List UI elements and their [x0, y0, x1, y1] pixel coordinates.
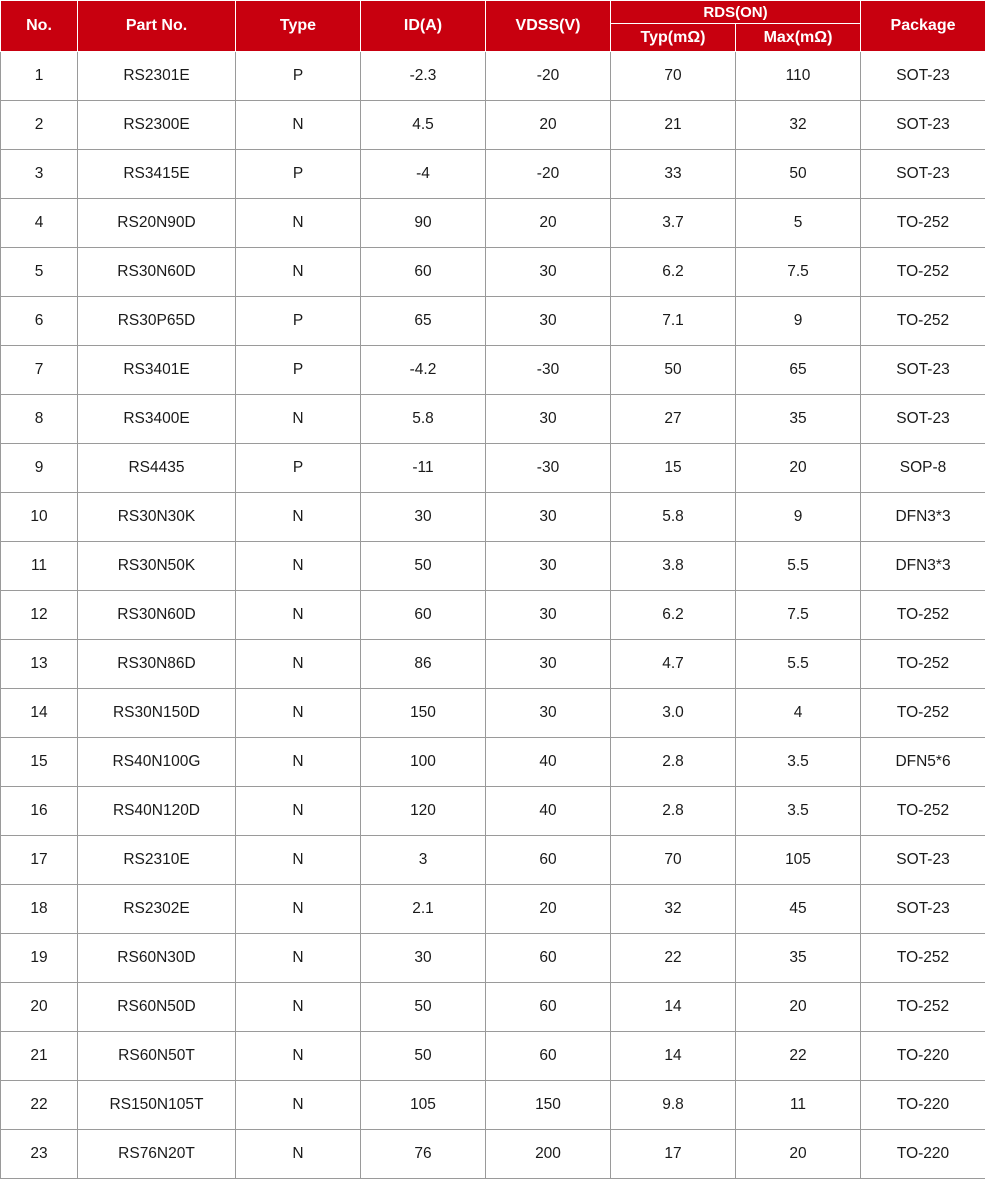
cell-rds-typ: 32: [611, 885, 736, 934]
cell-vdss: 30: [486, 591, 611, 640]
cell-package: SOT-23: [861, 346, 985, 395]
cell-vdss: 40: [486, 787, 611, 836]
table-row: [1, 1081, 985, 1130]
cell-no: 18: [1, 885, 78, 934]
header-package: Package: [861, 1, 985, 52]
cell-rds-max: 105: [736, 836, 861, 885]
cell-vdss: 30: [486, 493, 611, 542]
cell-package: TO-220: [861, 1032, 985, 1081]
cell-rds-max: 4: [736, 689, 861, 738]
cell-package: TO-220: [861, 1130, 985, 1179]
header-rds-max: Max(mΩ): [736, 24, 861, 52]
header-no: No.: [1, 1, 78, 52]
cell-type: P: [236, 444, 361, 493]
cell-package: DFN5*6: [861, 738, 985, 787]
cell-rds-typ: 4.7: [611, 640, 736, 689]
table-row: [1, 542, 985, 591]
table-row: [1, 346, 985, 395]
table-row: [1, 493, 985, 542]
cell-package: TO-252: [861, 787, 985, 836]
cell-package: TO-252: [861, 689, 985, 738]
cell-vdss: 30: [486, 542, 611, 591]
cell-part-no: RS60N50D: [78, 983, 236, 1032]
cell-id: -4: [361, 150, 486, 199]
cell-id: 30: [361, 493, 486, 542]
header-vdss: VDSS(V): [486, 1, 611, 52]
cell-no: 3: [1, 150, 78, 199]
cell-type: N: [236, 885, 361, 934]
cell-type: N: [236, 542, 361, 591]
cell-no: 19: [1, 934, 78, 983]
cell-rds-max: 3.5: [736, 787, 861, 836]
cell-id: 3: [361, 836, 486, 885]
cell-rds-max: 35: [736, 934, 861, 983]
cell-no: 17: [1, 836, 78, 885]
cell-no: 1: [1, 52, 78, 101]
cell-package: TO-252: [861, 248, 985, 297]
cell-type: P: [236, 297, 361, 346]
cell-vdss: 60: [486, 934, 611, 983]
cell-rds-typ: 5.8: [611, 493, 736, 542]
cell-type: N: [236, 640, 361, 689]
cell-vdss: 20: [486, 199, 611, 248]
cell-type: N: [236, 493, 361, 542]
cell-no: 14: [1, 689, 78, 738]
cell-id: 120: [361, 787, 486, 836]
cell-part-no: RS30N50K: [78, 542, 236, 591]
cell-rds-max: 32: [736, 101, 861, 150]
table-row: [1, 52, 985, 101]
cell-rds-max: 5: [736, 199, 861, 248]
cell-id: -11: [361, 444, 486, 493]
cell-rds-typ: 3.0: [611, 689, 736, 738]
cell-package: DFN3*3: [861, 542, 985, 591]
cell-no: 20: [1, 983, 78, 1032]
cell-id: 30: [361, 934, 486, 983]
cell-rds-typ: 17: [611, 1130, 736, 1179]
cell-rds-max: 20: [736, 444, 861, 493]
cell-type: N: [236, 738, 361, 787]
cell-rds-max: 65: [736, 346, 861, 395]
table-body: [1, 52, 985, 1179]
cell-rds-typ: 70: [611, 836, 736, 885]
cell-rds-max: 11: [736, 1081, 861, 1130]
cell-part-no: RS3401E: [78, 346, 236, 395]
cell-vdss: -20: [486, 150, 611, 199]
table-row: [1, 297, 985, 346]
cell-id: -2.3: [361, 52, 486, 101]
cell-package: SOT-23: [861, 101, 985, 150]
cell-type: N: [236, 934, 361, 983]
cell-no: 22: [1, 1081, 78, 1130]
cell-type: N: [236, 1081, 361, 1130]
cell-rds-typ: 14: [611, 983, 736, 1032]
table-row: [1, 395, 985, 444]
cell-package: SOT-23: [861, 150, 985, 199]
cell-rds-typ: 3.8: [611, 542, 736, 591]
cell-rds-typ: 27: [611, 395, 736, 444]
cell-vdss: 60: [486, 1032, 611, 1081]
cell-rds-max: 50: [736, 150, 861, 199]
cell-type: N: [236, 591, 361, 640]
cell-part-no: RS30P65D: [78, 297, 236, 346]
cell-type: N: [236, 787, 361, 836]
cell-type: P: [236, 346, 361, 395]
cell-part-no: RS30N86D: [78, 640, 236, 689]
cell-part-no: RS4435: [78, 444, 236, 493]
header-rds-on: RDS(ON): [611, 1, 861, 24]
table-row: [1, 738, 985, 787]
cell-id: 50: [361, 983, 486, 1032]
header-id: ID(A): [361, 1, 486, 52]
header-part-no: Part No.: [78, 1, 236, 52]
cell-part-no: RS60N50T: [78, 1032, 236, 1081]
cell-id: 65: [361, 297, 486, 346]
cell-rds-max: 9: [736, 493, 861, 542]
cell-id: 4.5: [361, 101, 486, 150]
cell-vdss: 60: [486, 983, 611, 1032]
cell-package: SOT-23: [861, 395, 985, 444]
cell-type: P: [236, 52, 361, 101]
cell-vdss: 40: [486, 738, 611, 787]
cell-part-no: RS3415E: [78, 150, 236, 199]
cell-rds-max: 9: [736, 297, 861, 346]
cell-vdss: 30: [486, 248, 611, 297]
table-row: [1, 101, 985, 150]
cell-type: N: [236, 836, 361, 885]
table-row: [1, 444, 985, 493]
cell-vdss: -30: [486, 346, 611, 395]
cell-no: 2: [1, 101, 78, 150]
cell-package: SOT-23: [861, 885, 985, 934]
cell-rds-typ: 2.8: [611, 738, 736, 787]
cell-rds-typ: 2.8: [611, 787, 736, 836]
cell-rds-typ: 50: [611, 346, 736, 395]
cell-package: SOT-23: [861, 52, 985, 101]
cell-package: SOP-8: [861, 444, 985, 493]
cell-rds-typ: 6.2: [611, 248, 736, 297]
cell-no: 5: [1, 248, 78, 297]
cell-no: 15: [1, 738, 78, 787]
cell-id: 60: [361, 591, 486, 640]
table-row: [1, 983, 985, 1032]
cell-rds-max: 3.5: [736, 738, 861, 787]
cell-type: N: [236, 395, 361, 444]
cell-rds-max: 5.5: [736, 640, 861, 689]
cell-no: 4: [1, 199, 78, 248]
cell-package: TO-252: [861, 591, 985, 640]
table-row: [1, 1130, 985, 1179]
table-row: [1, 934, 985, 983]
cell-rds-typ: 9.8: [611, 1081, 736, 1130]
table-row: [1, 248, 985, 297]
header-type: Type: [236, 1, 361, 52]
cell-id: -4.2: [361, 346, 486, 395]
cell-vdss: -30: [486, 444, 611, 493]
cell-package: TO-220: [861, 1081, 985, 1130]
cell-id: 50: [361, 1032, 486, 1081]
cell-vdss: 30: [486, 640, 611, 689]
table-row: [1, 1032, 985, 1081]
cell-vdss: 30: [486, 297, 611, 346]
cell-rds-max: 110: [736, 52, 861, 101]
cell-no: 16: [1, 787, 78, 836]
cell-no: 11: [1, 542, 78, 591]
header-rds-typ: Typ(mΩ): [611, 24, 736, 52]
cell-id: 100: [361, 738, 486, 787]
cell-vdss: -20: [486, 52, 611, 101]
cell-part-no: RS150N105T: [78, 1081, 236, 1130]
cell-rds-typ: 22: [611, 934, 736, 983]
cell-no: 8: [1, 395, 78, 444]
cell-vdss: 30: [486, 395, 611, 444]
cell-type: N: [236, 689, 361, 738]
cell-rds-max: 7.5: [736, 248, 861, 297]
cell-package: SOT-23: [861, 836, 985, 885]
cell-vdss: 30: [486, 689, 611, 738]
cell-no: 21: [1, 1032, 78, 1081]
cell-rds-typ: 14: [611, 1032, 736, 1081]
cell-part-no: RS60N30D: [78, 934, 236, 983]
cell-no: 10: [1, 493, 78, 542]
cell-rds-typ: 6.2: [611, 591, 736, 640]
cell-vdss: 20: [486, 101, 611, 150]
cell-part-no: RS40N100G: [78, 738, 236, 787]
cell-vdss: 200: [486, 1130, 611, 1179]
cell-id: 76: [361, 1130, 486, 1179]
cell-id: 105: [361, 1081, 486, 1130]
cell-rds-typ: 7.1: [611, 297, 736, 346]
cell-package: DFN3*3: [861, 493, 985, 542]
cell-rds-typ: 33: [611, 150, 736, 199]
cell-package: TO-252: [861, 934, 985, 983]
table-row: [1, 199, 985, 248]
cell-type: N: [236, 199, 361, 248]
table-row: [1, 885, 985, 934]
cell-no: 13: [1, 640, 78, 689]
cell-id: 5.8: [361, 395, 486, 444]
cell-rds-max: 22: [736, 1032, 861, 1081]
cell-id: 60: [361, 248, 486, 297]
cell-part-no: RS2302E: [78, 885, 236, 934]
cell-rds-max: 35: [736, 395, 861, 444]
cell-type: N: [236, 1032, 361, 1081]
cell-vdss: 150: [486, 1081, 611, 1130]
cell-package: TO-252: [861, 297, 985, 346]
cell-part-no: RS30N150D: [78, 689, 236, 738]
cell-vdss: 60: [486, 836, 611, 885]
cell-part-no: RS76N20T: [78, 1130, 236, 1179]
cell-rds-max: 20: [736, 1130, 861, 1179]
cell-part-no: RS2300E: [78, 101, 236, 150]
cell-type: P: [236, 150, 361, 199]
cell-rds-typ: 70: [611, 52, 736, 101]
cell-no: 6: [1, 297, 78, 346]
cell-rds-typ: 15: [611, 444, 736, 493]
cell-part-no: RS30N60D: [78, 591, 236, 640]
table-row: [1, 787, 985, 836]
cell-rds-max: 20: [736, 983, 861, 1032]
table-row: [1, 689, 985, 738]
cell-no: 23: [1, 1130, 78, 1179]
cell-no: 9: [1, 444, 78, 493]
cell-id: 2.1: [361, 885, 486, 934]
cell-part-no: RS40N120D: [78, 787, 236, 836]
table-row: [1, 150, 985, 199]
cell-rds-typ: 3.7: [611, 199, 736, 248]
cell-id: 86: [361, 640, 486, 689]
cell-no: 12: [1, 591, 78, 640]
table-header: [1, 1, 985, 52]
cell-id: 50: [361, 542, 486, 591]
table-row: [1, 640, 985, 689]
cell-type: N: [236, 1130, 361, 1179]
cell-type: N: [236, 248, 361, 297]
cell-id: 90: [361, 199, 486, 248]
cell-rds-max: 45: [736, 885, 861, 934]
cell-package: TO-252: [861, 199, 985, 248]
cell-part-no: RS2310E: [78, 836, 236, 885]
cell-rds-typ: 21: [611, 101, 736, 150]
cell-id: 150: [361, 689, 486, 738]
cell-vdss: 20: [486, 885, 611, 934]
cell-part-no: RS2301E: [78, 52, 236, 101]
table-row: [1, 836, 985, 885]
cell-part-no: RS30N60D: [78, 248, 236, 297]
cell-package: TO-252: [861, 640, 985, 689]
cell-package: TO-252: [861, 983, 985, 1032]
table-row: [1, 591, 985, 640]
cell-rds-max: 5.5: [736, 542, 861, 591]
cell-part-no: RS20N90D: [78, 199, 236, 248]
cell-type: N: [236, 101, 361, 150]
cell-type: N: [236, 983, 361, 1032]
cell-part-no: RS3400E: [78, 395, 236, 444]
cell-part-no: RS30N30K: [78, 493, 236, 542]
cell-no: 7: [1, 346, 78, 395]
cell-rds-max: 7.5: [736, 591, 861, 640]
